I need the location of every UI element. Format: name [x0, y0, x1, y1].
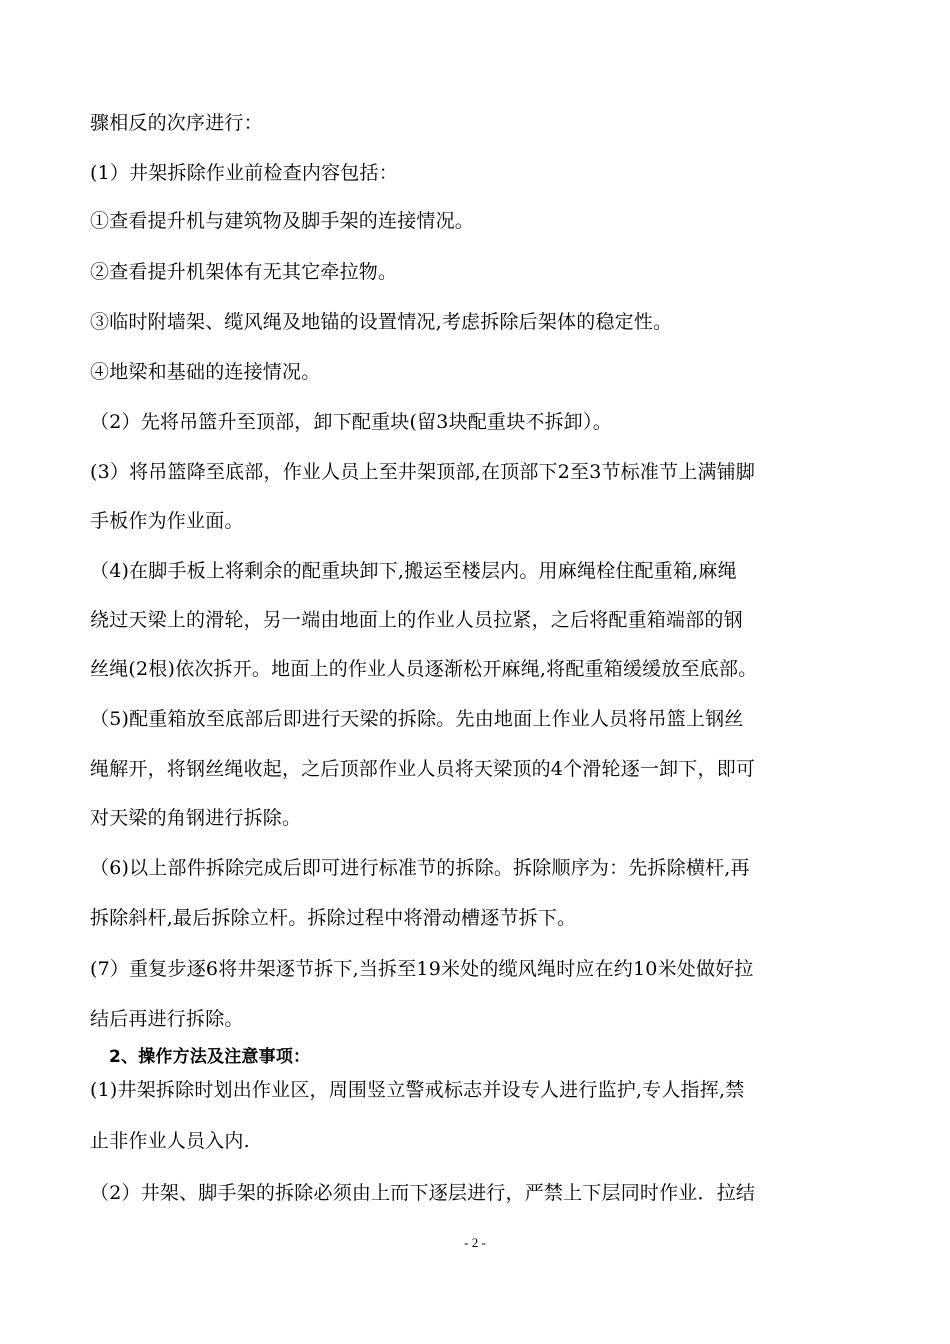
text-line: 绕过天梁上的滑轮，另一端由地面上的作业人员拉紧，之后将配重箱端部的钢: [90, 609, 743, 631]
text-line: 手板作为作业面。: [90, 510, 244, 532]
text-line: 绳解开，将钢丝绳收起，之后顶部作业人员将天梁顶的4个滑轮逐一卸下，即可: [90, 758, 756, 780]
step-paragraph: (3）将吊篮降至底部，作业人员上至井架顶部,在顶部下2至3节标准节上满铺脚: [90, 461, 756, 483]
step-paragraph: (7）重复步逐6将井架逐节拆下,当拆至19米处的缆风绳时应在约10米处做好拉: [90, 958, 754, 980]
text-line: 拆除斜杆,最后拆除立杆。拆除过程中将滑动槽逐节拆下。: [90, 907, 577, 929]
step-paragraph: (1)井架拆除时划出作业区，周围竖立警戒标志并设专人进行监护,专人指挥,禁: [90, 1079, 745, 1101]
page-number: - 2 -: [464, 1235, 486, 1250]
list-item: ③临时附墙架、缆风绳及地锚的设置情况,考虑拆除后架体的稳定性。: [90, 311, 673, 333]
list-item: ②查看提升机架体有无其它牵拉物。: [90, 261, 398, 283]
step-paragraph: （4)在脚手板上将剩余的配重块卸下,搬运至楼层内。用麻绳栓住配重箱,麻绳: [90, 560, 737, 582]
step-paragraph: （5)配重箱放至底部后即进行天梁的拆除。先由地面上作业人员将吊篮上钢丝: [90, 708, 744, 730]
step-paragraph: （6)以上部件拆除完成后即可进行标准节的拆除。拆除顺序为：先拆除横杆,再: [90, 857, 750, 879]
text-line: 骤相反的次序进行：: [90, 112, 263, 134]
step-paragraph: （2）井架、脚手架的拆除必须由上而下逐层进行，严禁上下层同时作业．拉结: [90, 1182, 756, 1204]
text-line: 丝绳(2根)依次拆开。地面上的作业人员逐渐松开麻绳,将配重箱缓缓放至底部。: [90, 658, 758, 680]
text-line: 止非作业人员入内.: [90, 1130, 250, 1152]
section-heading: 2、操作方法及注意事项：: [109, 1047, 311, 1067]
list-item: ①查看提升机与建筑物及脚手架的连接情况。: [90, 210, 475, 232]
list-item-heading: (1）井架拆除作业前检查内容包括：: [90, 162, 398, 184]
list-item: ④地梁和基础的连接情况。: [90, 361, 321, 383]
text-line: 结后再进行拆除。: [90, 1008, 244, 1030]
text-line: 对天梁的角钢进行拆除。: [90, 807, 302, 829]
step-paragraph: （2）先将吊篮升至顶部，卸下配重块(留3块配重块不拆卸）。: [90, 411, 612, 433]
